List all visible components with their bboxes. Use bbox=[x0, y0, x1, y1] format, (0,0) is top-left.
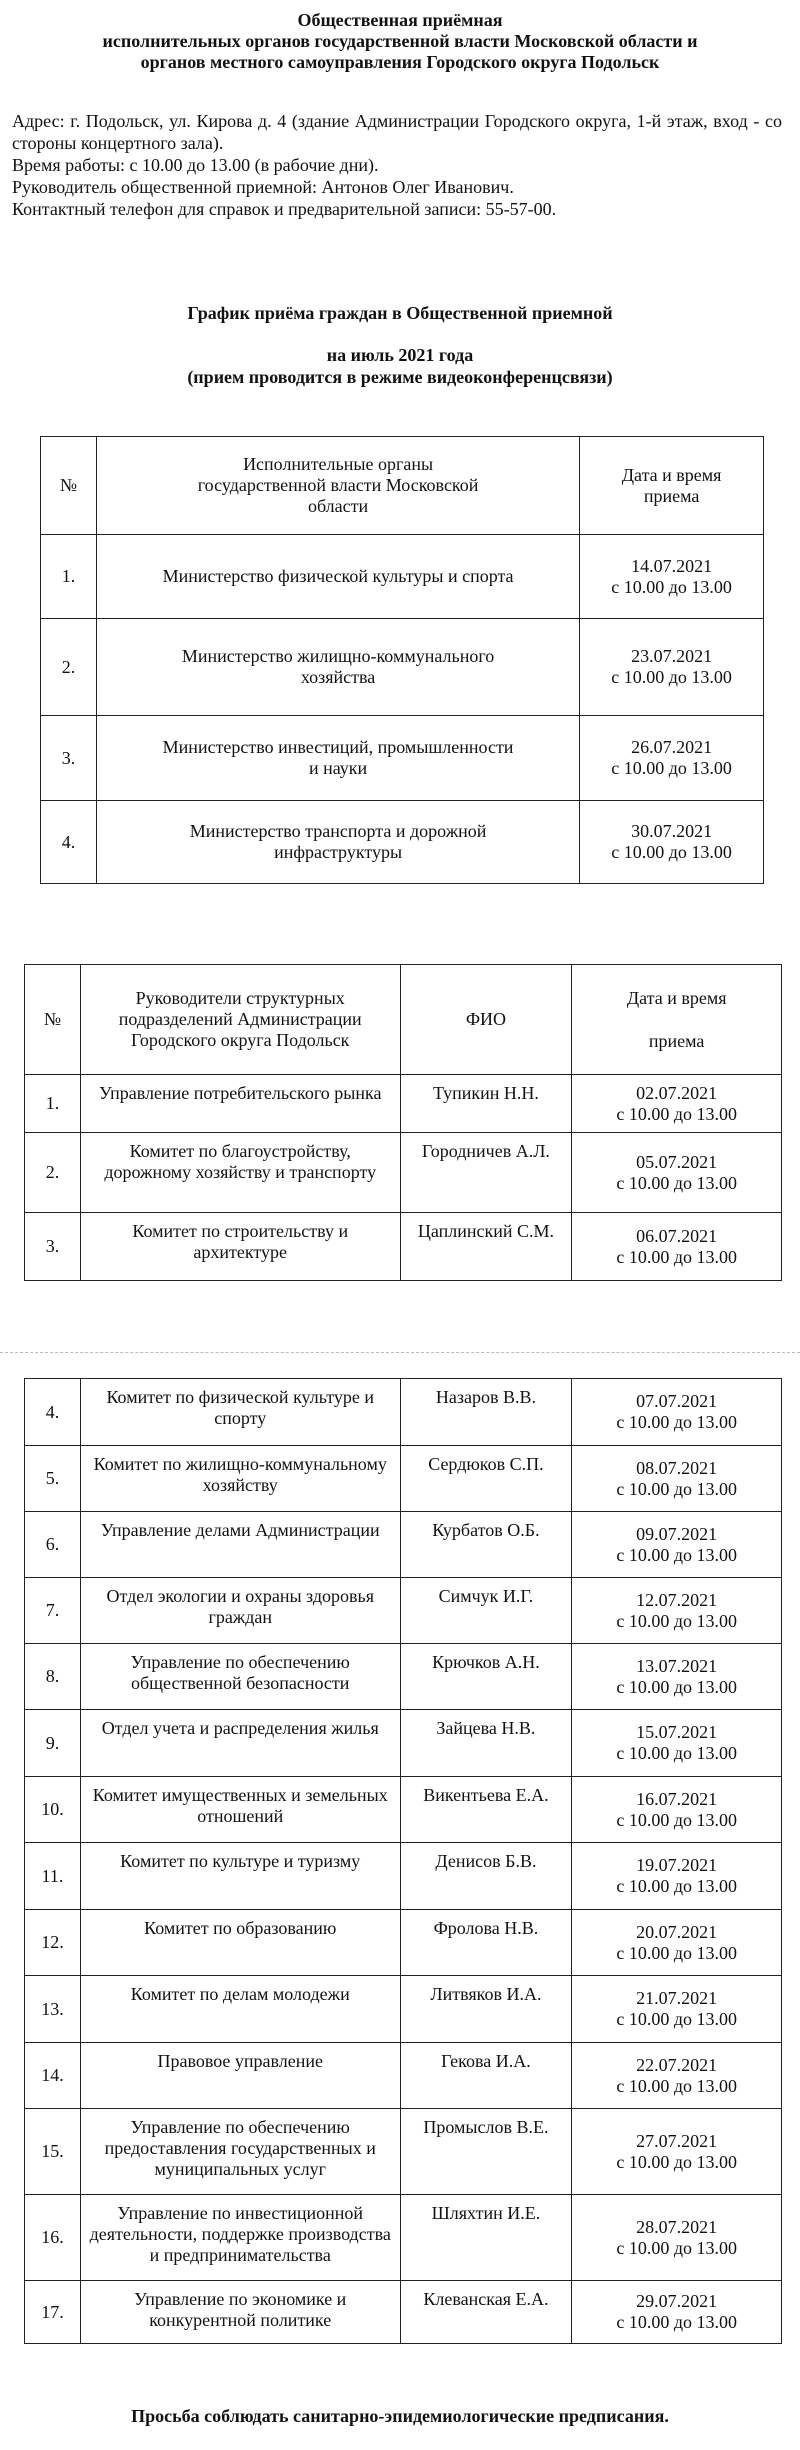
date-time-cell bbox=[572, 2281, 782, 2344]
header-line-2: исполнительных органов государственной власти Московской области и bbox=[102, 31, 698, 51]
row-number: 17. bbox=[25, 2281, 81, 2344]
person-name: Зайцева Н.В. bbox=[400, 1710, 572, 1777]
col-header-number: № bbox=[25, 965, 81, 1075]
date-time-cell bbox=[572, 1446, 782, 1512]
row-number: 4. bbox=[41, 801, 97, 884]
header-line-1: Общественная приёмная bbox=[297, 10, 503, 30]
date: 23.07.2021 bbox=[631, 646, 713, 666]
date: 19.07.2021 bbox=[636, 1855, 718, 1875]
date-time-cell bbox=[580, 716, 764, 801]
organ-name: Министерство инвестиций, промышленности и науки bbox=[96, 716, 579, 801]
date-time-cell bbox=[572, 2109, 782, 2195]
col-header-fio: ФИО bbox=[400, 965, 572, 1075]
date: 12.07.2021 bbox=[636, 1589, 718, 1610]
time: с 10.00 до 13.00 bbox=[611, 842, 732, 862]
person-name: Тупикин Н.Н. bbox=[400, 1075, 572, 1133]
department-name: Комитет имущественных и земельных отношений bbox=[80, 1777, 400, 1843]
table-row bbox=[25, 2109, 782, 2195]
department-name: Управление потребительского рынка bbox=[80, 1075, 400, 1133]
table-row bbox=[41, 801, 764, 884]
date: 26.07.2021 bbox=[631, 737, 713, 757]
table-row bbox=[25, 1379, 782, 1446]
row-number: 8. bbox=[25, 1644, 81, 1710]
person-name: Крючков А.Н. bbox=[400, 1644, 572, 1710]
date: 28.07.2021 bbox=[636, 2216, 718, 2237]
date-time-cell bbox=[572, 1512, 782, 1578]
person-name: Назаров В.В. bbox=[400, 1379, 572, 1446]
col-header-date bbox=[572, 965, 782, 1075]
table-row bbox=[41, 619, 764, 716]
person-name: Промыслов В.Е. bbox=[400, 2109, 572, 2195]
date: 20.07.2021 bbox=[636, 1921, 718, 1942]
department-name: Комитет по образованию bbox=[80, 1910, 400, 1976]
time: с 10.00 до 13.00 bbox=[616, 1544, 737, 1565]
row-number: 13. bbox=[25, 1976, 81, 2043]
department-name: Комитет по физической культуре и спорту bbox=[80, 1379, 400, 1446]
row-number: 2. bbox=[41, 619, 97, 716]
person-name: Курбатов О.Б. bbox=[400, 1512, 572, 1578]
col-header-organ: Исполнительные органы государственной власти Московской области bbox=[96, 437, 579, 535]
col-header-date-line1: Дата и время bbox=[626, 987, 727, 1008]
schedule-month: на июль 2021 года bbox=[326, 345, 474, 365]
table-row bbox=[25, 1644, 782, 1710]
row-number: 5. bbox=[25, 1446, 81, 1512]
department-name: Комитет по делам молодежи bbox=[80, 1976, 400, 2043]
person-name: Фролова Н.В. bbox=[400, 1910, 572, 1976]
date: 16.07.2021 bbox=[636, 1788, 718, 1809]
date-time-cell bbox=[572, 1213, 782, 1281]
date: 08.07.2021 bbox=[636, 1457, 718, 1478]
time: с 10.00 до 13.00 bbox=[611, 758, 732, 778]
table-row bbox=[25, 1446, 782, 1512]
table-row bbox=[25, 1213, 782, 1281]
regional-organs-table bbox=[40, 436, 764, 884]
organ-name: Министерство физической культуры и спорта bbox=[96, 535, 579, 619]
date-time-cell bbox=[572, 1710, 782, 1777]
row-number: 4. bbox=[25, 1379, 81, 1446]
time: с 10.00 до 13.00 bbox=[616, 1103, 737, 1124]
row-number: 10. bbox=[25, 1777, 81, 1843]
date: 05.07.2021 bbox=[636, 1151, 718, 1172]
date-time-cell bbox=[572, 1910, 782, 1976]
time: с 10.00 до 13.00 bbox=[616, 2151, 737, 2172]
person-name: Гекова И.А. bbox=[400, 2043, 572, 2109]
date: 07.07.2021 bbox=[636, 1391, 718, 1411]
table-row bbox=[25, 2281, 782, 2344]
date: 27.07.2021 bbox=[636, 2130, 718, 2151]
row-number: 1. bbox=[41, 535, 97, 619]
date-time-cell bbox=[572, 1644, 782, 1710]
row-number: 11. bbox=[25, 1843, 81, 1910]
row-number: 12. bbox=[25, 1910, 81, 1976]
department-name: Управление делами Администрации bbox=[80, 1512, 400, 1578]
department-name: Комитет по культуре и туризму bbox=[80, 1843, 400, 1910]
time: с 10.00 до 13.00 bbox=[616, 2075, 737, 2096]
time: с 10.00 до 13.00 bbox=[616, 1942, 737, 1963]
table-row bbox=[25, 1578, 782, 1644]
organ-name: Министерство жилищно-коммунального хозяйства bbox=[96, 619, 579, 716]
person-name: Городничев А.Л. bbox=[400, 1133, 572, 1213]
department-name: Правовое управление bbox=[80, 2043, 400, 2109]
table-row bbox=[25, 2043, 782, 2109]
department-name: Комитет по строительству и архитектуре bbox=[80, 1213, 400, 1281]
time: с 10.00 до 13.00 bbox=[616, 1676, 737, 1697]
reception-head: Руководитель общественной приемной: Антонов Олег Иванович. bbox=[12, 177, 514, 197]
date-time-cell bbox=[572, 1133, 782, 1213]
time: с 10.00 до 13.00 bbox=[611, 576, 732, 597]
person-name: Цаплинский С.М. bbox=[400, 1213, 572, 1281]
col-header-date: Дата и время приема bbox=[580, 437, 764, 535]
person-name: Денисов Б.В. bbox=[400, 1843, 572, 1910]
contact-info bbox=[12, 110, 782, 220]
time: с 10.00 до 13.00 bbox=[616, 1246, 737, 1267]
time: с 10.00 до 13.00 bbox=[616, 1412, 737, 1432]
time: с 10.00 до 13.00 bbox=[616, 1610, 737, 1631]
row-number: 6. bbox=[25, 1512, 81, 1578]
date: 15.07.2021 bbox=[636, 1722, 718, 1742]
department-name: Отдел экологии и охраны здоровья граждан bbox=[80, 1578, 400, 1644]
date-time-cell bbox=[572, 1379, 782, 1446]
table-row bbox=[25, 1710, 782, 1777]
page-break-divider bbox=[0, 1352, 800, 1353]
date: 30.07.2021 bbox=[631, 821, 713, 841]
person-name: Клеванская Е.А. bbox=[400, 2281, 572, 2344]
time: с 10.00 до 13.00 bbox=[616, 1809, 737, 1830]
table-row bbox=[25, 1075, 782, 1133]
table-row bbox=[25, 1843, 782, 1910]
person-name: Викентьева Е.А. bbox=[400, 1777, 572, 1843]
department-name: Отдел учета и распределения жилья bbox=[80, 1710, 400, 1777]
person-name: Сердюков С.П. bbox=[400, 1446, 572, 1512]
row-number: 15. bbox=[25, 2109, 81, 2195]
table-row bbox=[41, 535, 764, 619]
table-row bbox=[41, 716, 764, 801]
row-number: 9. bbox=[25, 1710, 81, 1777]
table-row bbox=[25, 2195, 782, 2281]
date-time-cell bbox=[572, 1075, 782, 1133]
document-header bbox=[0, 10, 800, 73]
time: с 10.00 до 13.00 bbox=[616, 1478, 737, 1499]
schedule-title-block bbox=[0, 302, 800, 388]
col-header-department: Руководители структурных подразделений Администрации Городского округа Подольск bbox=[80, 965, 400, 1075]
row-number: 14. bbox=[25, 2043, 81, 2109]
header-line-3: органов местного самоуправления Городского округа Подольск bbox=[140, 52, 660, 72]
date-time-cell bbox=[572, 2195, 782, 2281]
table-row bbox=[25, 1777, 782, 1843]
time: с 10.00 до 13.00 bbox=[616, 1172, 737, 1193]
date: 13.07.2021 bbox=[636, 1655, 718, 1676]
date: 02.07.2021 bbox=[636, 1082, 718, 1103]
date-time-cell bbox=[572, 1976, 782, 2043]
time: с 10.00 до 13.00 bbox=[616, 1743, 737, 1763]
department-name: Комитет по жилищно-коммунальному хозяйству bbox=[80, 1446, 400, 1512]
date: 09.07.2021 bbox=[636, 1523, 718, 1544]
footer-note: Просьба соблюдать санитарно-эпидемиологические предписания. bbox=[131, 2406, 669, 2426]
row-number: 16. bbox=[25, 2195, 81, 2281]
schedule-title: График приёма граждан в Общественной приемной bbox=[187, 303, 613, 323]
col-header-date-line2: приема bbox=[648, 1030, 705, 1051]
date-time-cell bbox=[572, 1843, 782, 1910]
date-time-cell bbox=[580, 801, 764, 884]
time: с 10.00 до 13.00 bbox=[611, 667, 732, 687]
department-name: Управление по обеспечению общественной безопасности bbox=[80, 1644, 400, 1710]
col-header-number: № bbox=[41, 437, 97, 535]
date-time-cell bbox=[572, 1578, 782, 1644]
person-name: Литвяков И.А. bbox=[400, 1976, 572, 2043]
department-name: Комитет по благоустройству, дорожному хозяйству и транспорту bbox=[80, 1133, 400, 1213]
date: 14.07.2021 bbox=[631, 555, 713, 576]
table-row bbox=[25, 1910, 782, 1976]
city-departments-table bbox=[24, 964, 782, 1281]
date: 06.07.2021 bbox=[636, 1225, 718, 1246]
address: Адрес: г. Подольск, ул. Кирова д. 4 (здание Администрации Городского округа, 1-й этаж, вход - со стороны концертного зала). bbox=[12, 111, 782, 153]
table-header-row bbox=[41, 437, 764, 535]
person-name: Симчук И.Г. bbox=[400, 1578, 572, 1644]
date: 21.07.2021 bbox=[636, 1988, 718, 2008]
row-number: 2. bbox=[25, 1133, 81, 1213]
table-row bbox=[25, 1133, 782, 1213]
working-hours: Время работы: с 10.00 до 13.00 (в рабочие дни). bbox=[12, 155, 379, 175]
department-name: Управление по обеспечению предоставления государственных и муниципальных услуг bbox=[80, 2109, 400, 2195]
department-name: Управление по инвестиционной деятельности, поддержке производства и предпринимательства bbox=[80, 2195, 400, 2281]
date-time-cell bbox=[580, 535, 764, 619]
contact-phone: Контактный телефон для справок и предварительной записи: 55-57-00. bbox=[12, 199, 557, 219]
row-number: 3. bbox=[25, 1213, 81, 1281]
date: 29.07.2021 bbox=[636, 2291, 718, 2311]
table-header-row bbox=[25, 965, 782, 1075]
date-time-cell bbox=[572, 1777, 782, 1843]
schedule-note: (прием проводится в режиме видеоконференцсвязи) bbox=[187, 367, 613, 387]
city-departments-table-continued bbox=[24, 1378, 782, 2344]
date: 22.07.2021 bbox=[636, 2054, 718, 2075]
row-number: 1. bbox=[25, 1075, 81, 1133]
time: с 10.00 до 13.00 bbox=[616, 2009, 737, 2029]
date-time-cell bbox=[580, 619, 764, 716]
time: с 10.00 до 13.00 bbox=[616, 1876, 737, 1896]
table-row bbox=[25, 1512, 782, 1578]
time: с 10.00 до 13.00 bbox=[616, 2237, 737, 2258]
organ-name: Министерство транспорта и дорожной инфраструктуры bbox=[96, 801, 579, 884]
row-number: 3. bbox=[41, 716, 97, 801]
time: с 10.00 до 13.00 bbox=[616, 2312, 737, 2332]
person-name: Шляхтин И.Е. bbox=[400, 2195, 572, 2281]
department-name: Управление по экономике и конкурентной политике bbox=[80, 2281, 400, 2344]
date-time-cell bbox=[572, 2043, 782, 2109]
table-row bbox=[25, 1976, 782, 2043]
row-number: 7. bbox=[25, 1578, 81, 1644]
